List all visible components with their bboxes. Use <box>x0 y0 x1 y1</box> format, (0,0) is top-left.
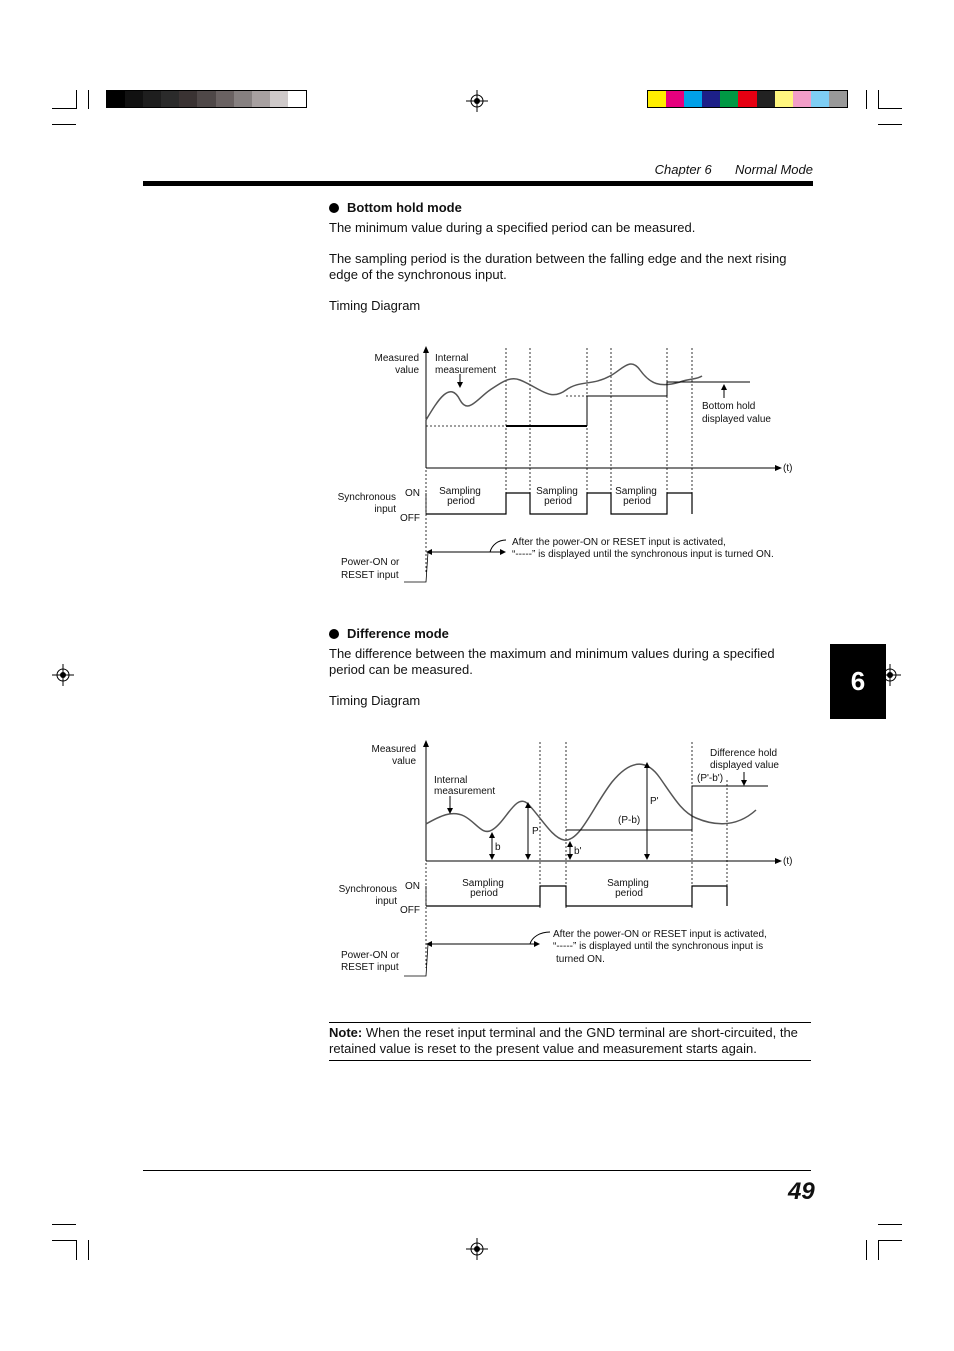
color-swatch <box>216 91 234 107</box>
off-label: OFF <box>400 905 420 916</box>
off-label: OFF <box>400 513 420 524</box>
page-number: 49 <box>788 1178 815 1205</box>
registration-mark-icon <box>52 664 74 686</box>
synchronous-input-label: input <box>374 504 396 515</box>
bullet-icon <box>329 629 339 639</box>
power-on-note: “-----” is displayed until the synchronous input is <box>553 941 764 952</box>
section-label: Normal Mode <box>734 162 813 177</box>
color-swatch <box>143 91 161 107</box>
internal-measurement-label: measurement <box>434 786 496 797</box>
on-label: ON <box>405 881 420 892</box>
sampling-period-label: period <box>615 888 643 899</box>
color-swatch <box>234 91 252 107</box>
color-swatch <box>125 91 143 107</box>
bottom-hold-heading <box>329 200 462 215</box>
crop-mark <box>52 1224 76 1225</box>
bottom-hold-value-label: displayed value <box>702 414 771 425</box>
color-swatch <box>161 91 179 107</box>
color-swatch <box>252 91 270 107</box>
crop-mark <box>878 1240 902 1241</box>
color-swatch <box>829 91 847 107</box>
internal-measurement-label: measurement <box>435 365 497 376</box>
power-on-note: After the power-ON or RESET input is activated, <box>553 929 767 940</box>
color-swatch <box>720 91 738 107</box>
internal-measurement-label: Internal <box>435 353 469 364</box>
power-on-reset-label: RESET input <box>341 570 399 581</box>
sampling-period-label: period <box>470 888 498 899</box>
color-calibration-bar <box>647 90 848 108</box>
b-label: b <box>495 842 501 853</box>
color-swatch <box>775 91 793 107</box>
synchronous-input-label: Synchronous <box>338 884 397 895</box>
registration-mark-icon <box>466 90 488 112</box>
p-prime-label: P' <box>650 796 659 807</box>
color-swatch <box>811 91 829 107</box>
color-swatch <box>793 91 811 107</box>
footer-rule <box>143 1170 811 1171</box>
crop-mark <box>88 90 89 109</box>
chapter-label: Chapter 6 <box>654 162 712 177</box>
bottom-hold-value-label: Bottom hold <box>702 401 756 412</box>
crop-mark <box>878 1240 879 1260</box>
color-swatch <box>648 91 666 107</box>
bottom-hold-title: Bottom hold mode <box>347 200 462 215</box>
color-swatch <box>738 91 756 107</box>
sampling-period-label: period <box>544 496 572 507</box>
sampling-period-label: Sampling <box>607 878 649 889</box>
color-swatch <box>270 91 288 107</box>
difference-hold-value-label: displayed value <box>710 760 779 771</box>
color-swatch <box>684 91 702 107</box>
crop-mark <box>878 124 902 125</box>
difference-heading <box>329 626 449 641</box>
color-swatch <box>197 91 215 107</box>
chapter-tab: 6 <box>830 644 886 719</box>
crop-mark <box>76 90 77 109</box>
power-on-reset-label: Power-ON or <box>341 557 400 568</box>
internal-measurement-label: Internal <box>434 775 468 786</box>
bottom-hold-para1: The minimum value during a specified period can be measured. <box>329 220 696 235</box>
bottom-hold-timing-diagram <box>330 340 800 590</box>
sampling-period-label: Sampling <box>462 878 504 889</box>
bullet-icon <box>329 203 339 213</box>
crop-mark <box>88 1240 89 1260</box>
time-axis-label: (t) <box>783 856 793 867</box>
color-swatch <box>179 91 197 107</box>
crop-mark <box>866 90 867 109</box>
note-text: When the reset input terminal and the GND terminal are short-circuited, the retained value is reset to the present value and measurement starts again. <box>329 1025 798 1056</box>
crop-mark <box>52 1240 76 1241</box>
difference-hold-value-label: Difference hold <box>710 748 778 759</box>
difference-diagram-label: Timing Diagram <box>329 693 421 708</box>
color-swatch <box>757 91 775 107</box>
difference-para1: The difference between the maximum and minimum values during a specified period can be measured. <box>329 646 775 677</box>
header-rule <box>143 181 813 186</box>
sampling-period-label: period <box>447 496 475 507</box>
difference-timing-diagram <box>330 732 800 982</box>
bottom-hold-para2: The sampling period is the duration between the falling edge and the next rising edge of the synchronous input. <box>329 251 787 282</box>
p-prime-b-prime-label: (P'-b') <box>697 773 724 784</box>
crop-mark <box>76 1240 77 1260</box>
sampling-period-label: Sampling <box>439 486 481 497</box>
difference-title: Difference mode <box>347 626 449 641</box>
p-b-label: (P-b) <box>618 815 641 826</box>
measured-value-label: Measured <box>374 353 419 364</box>
synchronous-input-label: Synchronous <box>337 492 396 503</box>
p-label: P <box>532 826 539 837</box>
crop-mark <box>52 124 76 125</box>
power-on-note: “-----” is displayed until the synchronous input is turned ON. <box>512 549 774 560</box>
bottom-hold-diagram-label: Timing Diagram <box>329 298 421 313</box>
b-prime-label: b' <box>574 846 582 857</box>
sampling-period-label: Sampling <box>536 486 578 497</box>
gray-calibration-bar <box>106 90 307 108</box>
power-on-reset-label: Power-ON or <box>341 950 400 961</box>
on-label: ON <box>405 488 420 499</box>
measured-value-label: Measured <box>371 744 416 755</box>
crop-mark <box>878 108 902 109</box>
crop-mark <box>878 1224 902 1225</box>
crop-mark <box>52 108 76 109</box>
note-box <box>329 1022 811 1061</box>
registration-mark-icon <box>466 1238 488 1260</box>
color-swatch <box>288 91 306 107</box>
crop-mark <box>866 1240 867 1260</box>
note-label: Note: <box>329 1025 363 1040</box>
sampling-period-label: period <box>623 496 651 507</box>
power-on-reset-label: RESET input <box>341 962 399 973</box>
sampling-period-label: Sampling <box>615 486 657 497</box>
power-on-note: After the power-ON or RESET input is activated, <box>512 537 726 548</box>
color-swatch <box>107 91 125 107</box>
power-on-note: turned ON. <box>556 954 605 965</box>
color-swatch <box>702 91 720 107</box>
color-swatch <box>666 91 684 107</box>
running-header <box>620 162 813 177</box>
synchronous-input-label: input <box>375 896 397 907</box>
crop-mark <box>878 90 879 109</box>
time-axis-label: (t) <box>783 463 793 474</box>
measured-value-label: value <box>395 365 419 376</box>
measured-value-label: value <box>392 756 416 767</box>
